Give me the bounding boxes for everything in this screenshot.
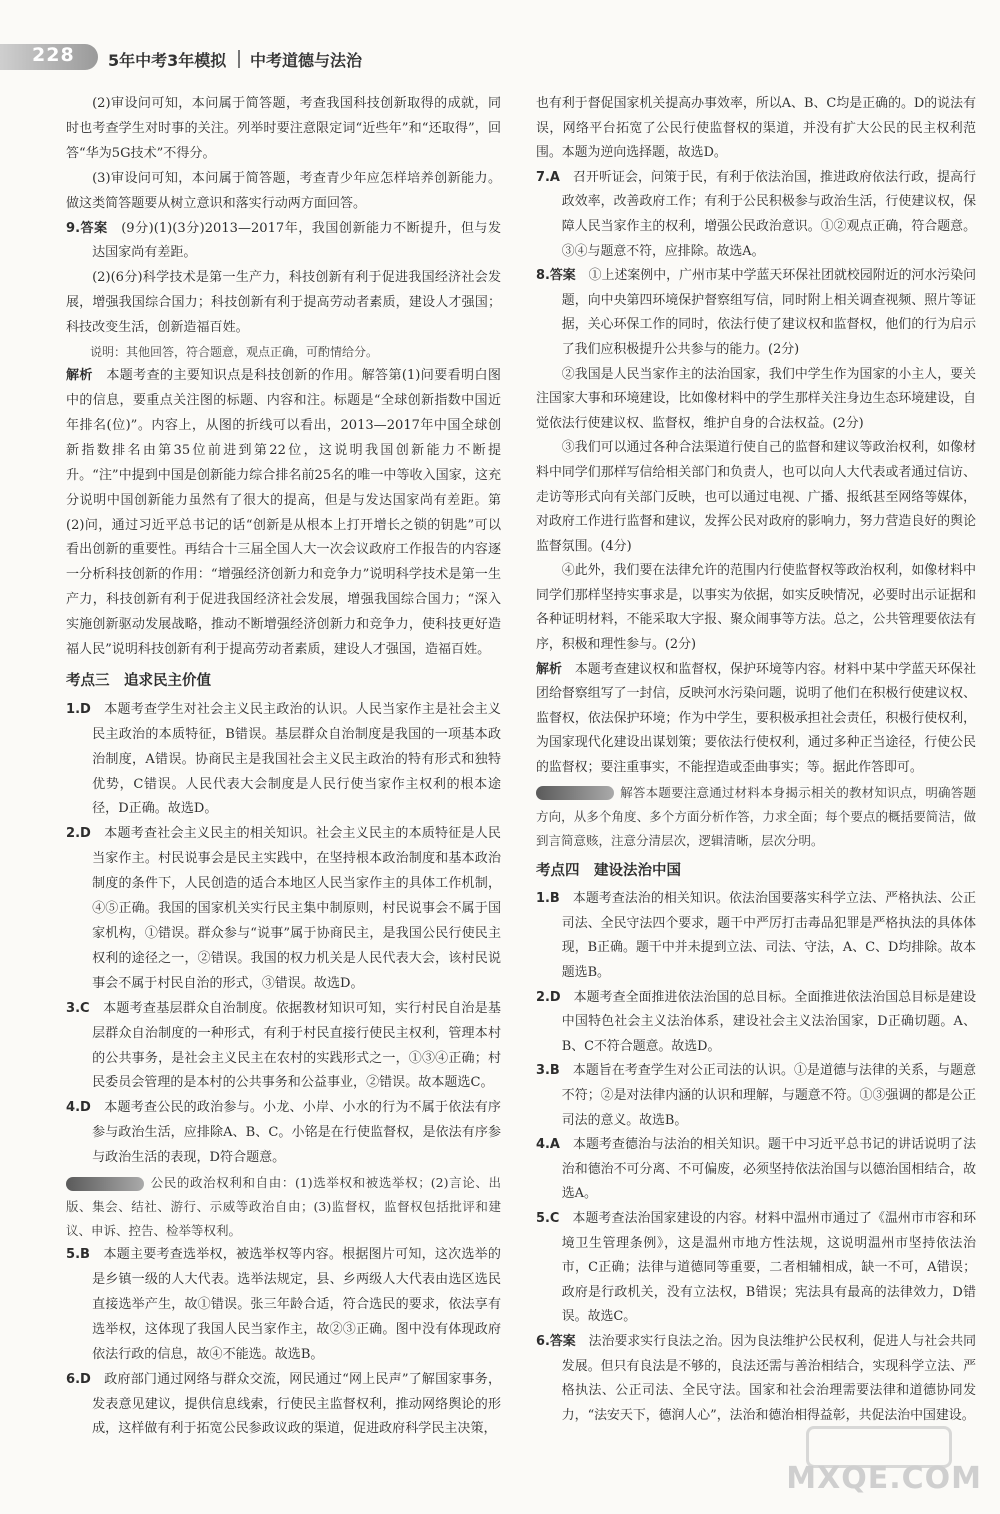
header-divider [238, 50, 240, 68]
answer-text: (9分)(1)(3分)2013—2017年，我国创新能力不断提升，但与发达国家尚有差距。 [92, 220, 501, 261]
item-number: 2.D [536, 989, 561, 1005]
watermark-logo [782, 1426, 982, 1496]
answer-text: 政府部门通过网络与群众交流，网民通过“网上民声”了解国家事务，发表意见建议，提供信息线索，行使民主监督权利，推动网络舆论的形成，这样做有利于拓宽公民参政议政的渠道，促进政府科学民主决策， [92, 1371, 501, 1437]
item-number: 3.B [536, 1063, 560, 1079]
paragraph: ③我们可以通过各种合法渠道行使自己的监督和建议等政治权利，如像材料中同学们那样写信给相关部门和负责人，也可以向人大代表或者通过信访、走访等形式向有关部门反映，也可以通过电视、广播、报纸甚至网络等媒体，对政府工作进行监督和建议，发挥公民对政府的影响力，努力营造良好的舆论监督氛围。(4分) [536, 440, 976, 554]
section-heading-3: 考点三 追求民主价值 [66, 672, 211, 689]
paragraph: ④此外，我们要在法律允许的范围内行使监督权等政治权利，如像材料中同学们那样坚持实事求是，以事实为依据，如实反映情况，必要时出示证据和各种证明材料，不能采取大字报、聚众闹事等方法。总之，公共管理要依法有序，积极和理性参与。(2分) [536, 563, 976, 653]
answer-item-2 [66, 822, 501, 996]
answer-text: 本题旨在考查学生对公正司法的认识。①是道德与法律的关系，与题意不符；②是对法律内涵的认识和理解，与题意不符。①③强调的都是公正司法的意义。故选B。 [561, 1063, 977, 1128]
item-number: 2.D [66, 826, 91, 842]
paragraph: (2)审设问可知，本问属于简答题，考查我国科技创新取得的成就，同时也考查学生对时事的关注。列举时要注意限定词“近些年”和“还取得”，回答“华为5G技术”不得分。 [66, 96, 501, 161]
right-column [536, 92, 976, 1428]
item-number: 9. [66, 220, 81, 236]
grading-note: 说明：其他回答，符合题意，观点正确，可酌情给分。 [90, 345, 379, 360]
answer-label: 答案 [549, 1333, 576, 1349]
answer-text: 本题考查全面推进依法治国的总目标。全面推进依法治国总目标是建设中国特色社会主义法治体系，建设社会主义法治国家，D正确切题。A、B、C不符合题意。故选D。 [561, 989, 977, 1054]
item-number: 5.C [536, 1210, 560, 1226]
answer-item-4 [66, 1096, 501, 1171]
answer-text: 本题考查法治国家建设的内容。材料中温州市通过了《温州市市容和环境卫生管理条例》，这是温州市地方性法规，这说明温州市坚持依法治市，C正确；法律与道德同等重要，二者相辅相成，缺一不可，A错误；政府是行政机关，没有立法权，B错误；宪法具有最高的法律效力，D错误。故选C。 [561, 1210, 977, 1325]
answer-item-b1 [536, 887, 976, 985]
section-heading-4: 考点四 建设法治中国 [536, 862, 681, 879]
page-number: 228 [32, 44, 75, 66]
tip-text: 公民的政治权利和自由：(1)选举权和被选举权；(2)言论、出版、集会、结社、游行、示威等政治自由；(3)监督权，监督权包括批评和建议、申诉、控告、检举等权利。 [66, 1175, 501, 1239]
answer-text: 本题考查公民的政治参与。小龙、小岸、小水的行为不属于依法有序参与政治生活，应排除A、B、C。小铭是在行使监督权，是依法有序参与政治生活的表现，D符合题意。 [92, 1100, 501, 1166]
answer-item-b3 [536, 1059, 976, 1133]
answer-text: ①上述案例中，广州市某中学蓝天环保社团就校园附近的河水污染问题，向中央第四环境保护督察组写信，同时附上相关调查视频、照片等证据，关心环保工作的同时，依法行使了建议权和监督权，他们的行为启示了我们应积极提升公共参与的能力。(2分) [561, 268, 977, 357]
answer-text: 本题主要考查选举权，被选举权等内容。根据图片可知，这次选举的是乡镇一级的人大代表。选举法规定，县、乡两级人大代表由选区选民直接选举产生，故①错误。张三年龄合适，符合选民的要求，依法享有选举权，这体现了我国人民当家作主，故②③正确。图中没有体现政府依法行政的信息，故④不能选。故选B。 [92, 1247, 501, 1362]
item-number: 6.D [66, 1371, 91, 1387]
answer-item-3 [66, 997, 501, 1097]
answer-item-8 [536, 264, 976, 362]
item-number: 3.C [66, 1000, 90, 1016]
item-number: 5.B [66, 1247, 90, 1263]
item-number: 7.A [536, 169, 560, 185]
page-header [0, 40, 1000, 74]
explanation-label: 解析 [66, 368, 93, 384]
answer-item-7 [536, 166, 976, 264]
item-number: 8. [536, 268, 550, 284]
method-tip [536, 781, 976, 853]
answer-text: 本题考查德治与法治的相关知识。题干中习近平总书记的讲话说明了法治和德治不可分离、不可偏废，必须坚持依法治国与以德治国相结合，故选A。 [561, 1137, 977, 1202]
answer-text: 本题考查社会主义民主的相关知识。社会主义民主的本质特征是人民当家作主。村民说事会是民主实践中，在坚持根本政治制度和基本政治制度的条件下，人民创造的适合本地区人民当家作主的具体工作机制，④⑤正确。我国的国家机关实行民主集中制原则，村民说事会不属于国家机构，①错误。群众参与“说事”属于协商民主，是我国公民行使民主权利的途径之一，②错误。我国的权力机关是人民代表大会，该村民说事会不属于村民自治的形式，③错误。故选D。 [92, 826, 501, 991]
explanation-text: 本题考查的主要知识点是科技创新的作用。解答第(1)问要看明白图中的信息，要重点关注图的标题、内容和注。标题是“全球创新指数中国近年排名(位)”。内容上，从图的折线可以看出，2013—2017年中国全球创新指数排名由第35位前进到第22位，这说明我国创新能力不断提升。“注”中提到中国是创新能力综合排名前25名的唯一中等收入国家，这充分说明中国创新能力虽然有了很大的提高，但是与发达国家尚有差距。第(2)问，通过习近平总书记的话“创新是从根本上打开增长之锁的钥匙”可以看出创新的重要性。再结合十三届全国人大一次会议政府工作报告的内容逐一分析科技创新的作用：“增强经济创新力和竞争力”说明科学技术是第一生产力，科技创新有利于促进我国经济社会发展，增强我国综合国力；“深入实施创新驱动发展战略，推动不断增强经济创新力和竞争力，使科技更好造福人民”说明科技创新有利于提高劳动者素质，建设人才强国，造福百姓。 [66, 368, 501, 658]
answer-text: 召开听证会，问策于民，有利于依法治国，推进政府依法行政，提高行政效率，改善政府工作；有利于公民积极参与政治生活，行使建议权，保障人民当家作主的权利，增强公民政治意识。①②观点正确，符合题意。③④与题意不符，应排除。故选A。 [561, 169, 977, 259]
item-number: 6. [536, 1333, 550, 1349]
answer-text: 本题考查法治的相关知识。依法治国要落实科学立法、严格执法、公正司法、全民守法四个要求，题干中严厉打击毒品犯罪是严格执法的具体体现，B正确。题干中并未提到立法、司法、守法，A、C、D均排除。故本题选B。 [561, 891, 977, 980]
answer-label: 答案 [549, 268, 576, 284]
answer-item-5 [66, 1243, 501, 1368]
answer-label: 答案 [80, 220, 108, 236]
subject-title: 中考道德与法治 [250, 51, 363, 70]
item-number: 1.D [66, 701, 91, 717]
explanation-text: 本题考查建议权和监督权，保护环境等内容。材料中某中学蓝天环保社团给督察组写了一封信，反映河水污染问题，说明了他们在积极行使建议权、监督权，依法保护环境；作为中学生，要积极承担社会责任，积极行使权利，为国家现代化建设出谋划策；要依法行使权利，通过多种正当途径，行使公民的监督权；要注重事实，不能捏造或歪曲事实；等。据此作答即可。 [536, 661, 977, 776]
paragraph: (3)审设问可知，本问属于简答题，考查青少年应怎样培养创新能力。做这类简答题要从树立意识和落实行动两方面回答。 [66, 170, 501, 211]
answer-item-b5 [536, 1207, 976, 1330]
paragraph: ②我国是人民当家作主的法治国家，我们中学生作为国家的小主人，要关注国家大事和环境建设，比如像材料中的学生那样关注身边生态环境建设，自觉依法行使建议权、监督权，维护自身的合法权益。(2分) [536, 366, 976, 431]
tip-tag-icon [536, 786, 614, 800]
paragraph: 也有利于督促国家机关提高办事效率，所以A、B、C均是正确的。D的说法有误，网络平台拓宽了公民行使监督权的渠道，并没有扩大公民的民主权利范围。本题为逆向选择题，故选D。 [536, 96, 976, 161]
answer-item-b4 [536, 1133, 976, 1207]
knowledge-tip [66, 1171, 501, 1243]
tip-tag-icon [66, 1177, 144, 1191]
tip-text: 解答本题要注意通过材料本身揭示相关的教材知识点，明确答题方向，从多个角度、多个方面分析作答，力求全面；每个要点的概括要简洁，做到言简意赅，注意分清层次，逻辑清晰，层次分明。 [536, 784, 976, 848]
answer-item-b2 [536, 986, 976, 1060]
left-column [66, 92, 501, 1442]
explanation-label: 解析 [536, 661, 562, 677]
answer-item-1 [66, 698, 501, 823]
item-number: 1.B [536, 891, 560, 907]
answer-item-b6 [536, 1330, 976, 1428]
answer-text: 本题考查学生对社会主义民主政治的认识。人民当家作主是社会主义民主政治的本质特征，B错误。基层群众自治制度是我国的一项基本政治制度，A错误。协商民主是我国社会主义民主政治的特有形式和独特优势，C错误。人民代表大会制度是人民行使当家作主权利的根本途径，D正确。故选D。 [92, 701, 501, 817]
answer-item-9 [66, 217, 501, 267]
answer-text: 法治要求实行良法之治。因为良法维护公民权利，促进人与社会共同发展。但只有良法是不够的，良法还需与善治相结合，实现科学立法、严格执法、公正司法、全民守法。国家和社会治理需要法律和道德协同发力，“法安天下，德润人心”，法治和德治相得益彰，共促法治中国建设。 [561, 1333, 977, 1423]
item-number: 4.A [536, 1137, 560, 1153]
explanation [66, 364, 501, 663]
answer-item-6 [66, 1368, 501, 1443]
explanation [536, 658, 976, 781]
watermark-text: MXQE.COM [786, 1461, 982, 1496]
paragraph: (2)(6分)科学技术是第一生产力，科技创新有利于促进我国经济社会发展，增强我国综合国力；科技创新有利于提高劳动者素质，建设人才强国；科技改变生活，创新造福百姓。 [66, 270, 501, 336]
answer-text: 本题考查基层群众自治制度。依据教材知识可知，实行村民自治是基层群众自治制度的一种形式，有利于村民直接行使民主权利，管理本村的公共事务，是社会主义民主在农村的实践形式之一，①③④正确；村民委员会管理的是本村的公共事务和公益事业，②错误。故本题选C。 [92, 1000, 501, 1091]
item-number: 4.D [66, 1100, 91, 1116]
book-series-title: 5年中考3年模拟 [108, 51, 227, 70]
